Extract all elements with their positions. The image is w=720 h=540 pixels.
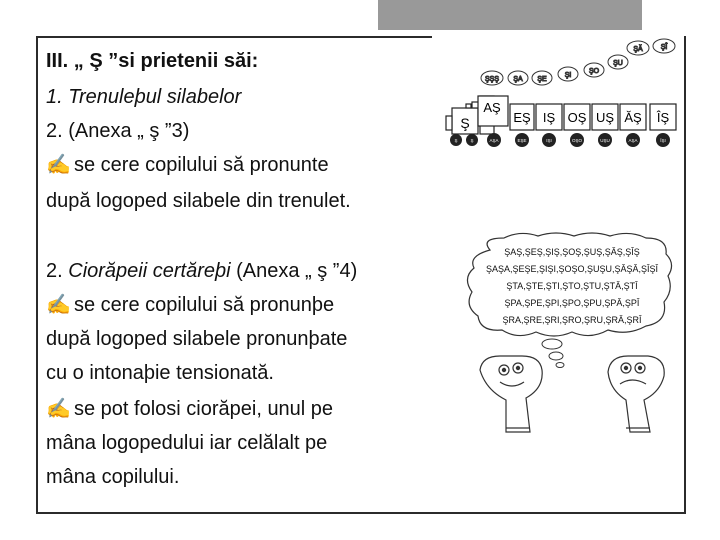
- wheel-text: Ş: [454, 138, 458, 143]
- locomotive-letter: Ş: [460, 115, 470, 131]
- wagon-top: ÎŞ: [656, 110, 670, 125]
- item2-instruction-text2: se pot folosi ciorăpei, unul pe: [74, 398, 334, 420]
- wagon-top: ĂŞ: [624, 110, 642, 125]
- smoke-text: ŞI: [564, 72, 572, 79]
- item2-title-name: Ciorăpeii certăreþi: [68, 260, 231, 282]
- wheel-text: OŞO: [571, 138, 583, 143]
- smoke-text: ŞÎ: [660, 44, 668, 51]
- wagon-top: AŞ: [483, 100, 501, 115]
- smoke-text: ŞĂ: [633, 46, 643, 53]
- smoke-text: ŞO: [588, 68, 600, 75]
- wheel-text: AŞA: [628, 138, 638, 143]
- item2-instruction-line1: [46, 292, 334, 318]
- wagon-top: OŞ: [567, 110, 587, 125]
- thought-svg: [460, 230, 684, 440]
- train-illustration: [432, 36, 684, 150]
- item1-instruction-line1: [46, 152, 329, 178]
- item1-annex: 2. (Anexa „ ş ”3): [46, 120, 190, 142]
- thought-line: ŞAŞA,ŞEŞE,ŞIŞI,ŞOŞO,ŞUŞU,ŞĂŞĂ,ŞÎŞÎ: [485, 264, 659, 274]
- wheel-text: IŞI: [546, 138, 552, 143]
- item1-instruction-line2: după logoped silabele din trenulet.: [46, 190, 351, 212]
- item2-instruction-line4: [46, 396, 333, 422]
- smoke-text: ŞE: [537, 76, 547, 83]
- item2-title-annex: (Anexa „ ş ”4): [230, 260, 358, 282]
- item2-instruction-line2: după logoped silabele pronunþate: [46, 328, 348, 350]
- item2-title: [46, 258, 357, 284]
- wheel-text: EŞE: [517, 138, 527, 143]
- wheel-text: AŞA: [489, 138, 499, 143]
- thought-line: ŞTA,ŞTE,ŞTI,ŞTO,ŞTU,ŞTĂ,ŞTÎ: [506, 281, 638, 291]
- accent-block-white: [380, 0, 640, 30]
- wagon-top: IŞ: [542, 110, 556, 125]
- wagon-top: UŞ: [595, 110, 615, 125]
- item2-title-num: 2.: [46, 260, 69, 282]
- item1-title: 1. Trenuleþul silabelor: [46, 86, 242, 108]
- item2-instruction-text: se cere copilului să pronunþe: [74, 294, 335, 316]
- thought-line: ŞPA,ŞPE,ŞPI,ŞPO,ŞPU,ŞPĂ,ŞPÎ: [504, 298, 640, 308]
- pen-icon: ✍: [46, 294, 71, 316]
- thought-line: ŞRA,ŞRE,ŞRI,ŞRO,ŞRU,ŞRĂ,ŞRÎ: [502, 315, 642, 325]
- thought-line: ŞAŞ,ŞEŞ,ŞIŞ,ŞOŞ,ŞUŞ,ŞĂŞ,ŞÎŞ: [504, 247, 640, 257]
- smoke-text: ŞŞŞ: [484, 76, 500, 83]
- wheel-text: UŞU: [600, 138, 610, 143]
- train-svg: [432, 36, 684, 150]
- item2-instruction-line3: cu o intonaþie tensionată.: [46, 362, 274, 384]
- wagon-top: EŞ: [513, 110, 531, 125]
- item2-instruction-line6: mâna copilului.: [46, 466, 180, 488]
- smoke-text: ŞU: [613, 60, 623, 67]
- item1-instruction-text: se cere copilului să pronunte: [74, 154, 329, 176]
- slide-heading: III. „ Ş ”si prietenii săi:: [46, 50, 259, 72]
- pen-icon: ✍: [46, 398, 71, 420]
- socks-illustration: [460, 230, 684, 440]
- wheel-text: Ş: [470, 138, 474, 143]
- pen-icon: ✍: [46, 154, 71, 176]
- item2-instruction-line5: mâna logopedului iar celălalt pe: [46, 432, 328, 454]
- wheel-text: ÎŞI: [660, 138, 666, 143]
- smoke-text: ŞA: [513, 76, 523, 83]
